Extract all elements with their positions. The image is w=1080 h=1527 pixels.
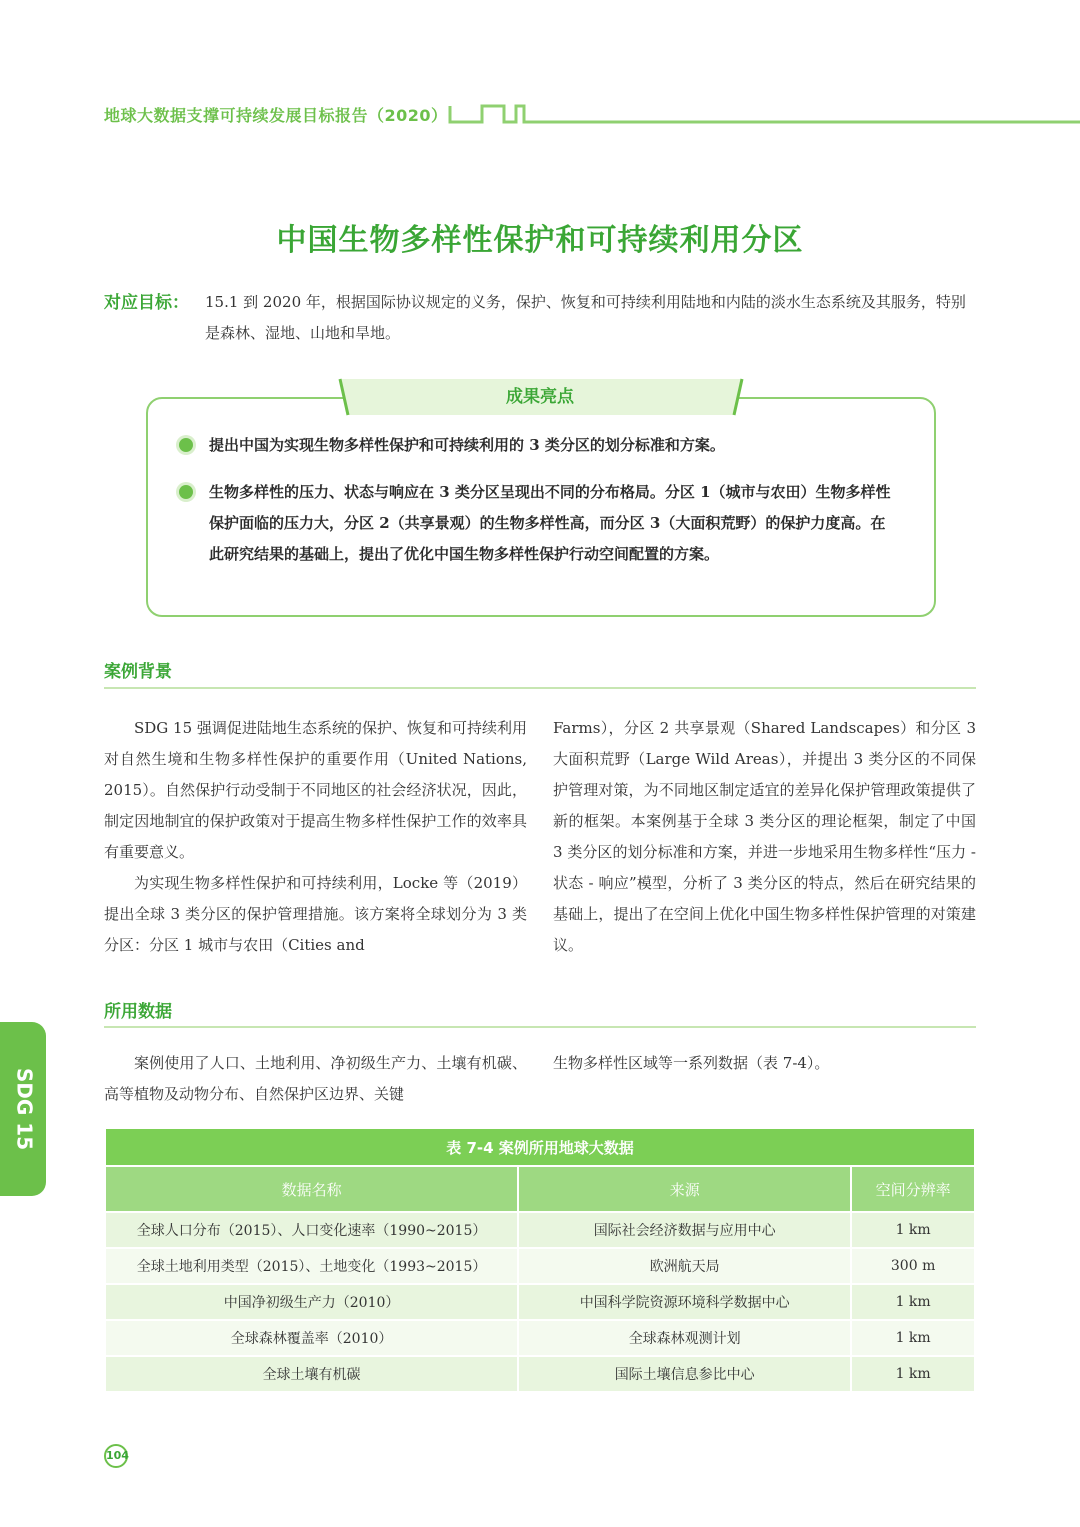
section-title-data: 所用数据 (104, 1002, 172, 1022)
table-cell: 1 km (851, 1356, 975, 1392)
table-row (105, 1212, 975, 1248)
table-row (105, 1356, 975, 1392)
background-paragraph-1: SDG 15 强调促进陆地生态系统的保护、恢复和可持续利用对自然生境和生物多样性保护的重要作用（United Nations, 2015）。自然保护行动受制于不同地区的社会经济状况，因此，制定因地制宜的保护政策对于提高生物多样性保护工作的效率具有重要意义。 (104, 719, 527, 861)
table-cell: 国际土壤信息参比中心 (518, 1356, 851, 1392)
table-cell: 欧洲航天局 (518, 1248, 851, 1284)
section-title-background: 案例背景 (104, 662, 172, 682)
table-cell: 1 km (851, 1284, 975, 1320)
data-paragraph-2: 生物多样性区域等一系列数据（表 7-4）。 (553, 1054, 830, 1072)
sdg-side-text: SDG 15 (12, 1067, 37, 1151)
table-cell: 中国科学院资源环境科学数据中心 (518, 1284, 851, 1320)
highlight-item-1: 提出中国为实现生物多样性保护和可持续利用的 3 类分区的划分标准和方案。 (209, 436, 725, 454)
table-cell: 全球森林覆盖率（2010） (105, 1320, 518, 1356)
header-decorative-line (446, 100, 1080, 126)
report-header-title: 地球大数据支撑可持续发展目标报告（2020） (104, 106, 448, 125)
table-cell: 全球人口分布（2015）、人口变化速率（1990~2015） (105, 1212, 518, 1248)
table-cell: 中国净初级生产力（2010） (105, 1284, 518, 1320)
background-paragraph-3: Farms），分区 2 共享景观（Shared Landscapes）和分区 3 大面积荒野（Large Wild Areas），并提出 3 类分区的不同保护管理对策，为不同地区制定适宜的差异化保护管理政策提供了新的框架。本案例基于全球 3 类分区的理论框架，制定了中国 3 类分区的划分标准和方案，并进一步地采用生物多样性“压力 - 状态 - 响应”模型，分析了 3 类分区的特点，然后在研究结果的基础上，提出了在空间上优化中国生物多样性保护管理的对策建议。 (553, 719, 976, 954)
bullet-icon (179, 485, 193, 499)
data-right-column (553, 1048, 976, 1079)
background-left-column (104, 713, 527, 961)
section-divider (104, 1026, 976, 1028)
goal-text: 15.1 到 2020 年，根据国际协议规定的义务，保护、恢复和可持续利用陆地和内陆的淡水生态系统及其服务，特别是森林、湿地、山地和旱地。 (205, 293, 966, 342)
background-paragraph-2: 为实现生物多样性保护和可持续利用，Locke 等（2019）提出全球 3 类分区的保护管理措施。该方案将全球划分为 3 类分区：分区 1 城市与农田（Cities and (104, 874, 527, 954)
table-cell: 1 km (851, 1320, 975, 1356)
bullet-icon (179, 438, 193, 452)
table-cell: 全球森林观测计划 (518, 1320, 851, 1356)
table-cell: 国际社会经济数据与应用中心 (518, 1212, 851, 1248)
table-cell: 全球土壤有机碳 (105, 1356, 518, 1392)
sdg-side-label (6, 1044, 40, 1174)
highlight-item-2: 生物多样性的压力、状态与响应在 3 类分区呈现出不同的分布格局。分区 1（城市与农田）生物多样性保护面临的压力大，分区 2（共享景观）的生物多样性高，而分区 3（大面积荒野）的保护力度高。在此研究结果的基础上，提出了优化中国生物多样性保护行动空间配置的方案。 (209, 483, 891, 563)
table-row (105, 1320, 975, 1356)
table-row (105, 1248, 975, 1284)
data-left-column (104, 1048, 527, 1110)
page-number: 104 (104, 1444, 128, 1468)
table-header-name: 数据名称 (105, 1166, 518, 1212)
highlights-title: 成果亮点 (506, 387, 574, 407)
table-title: 表 7-4 案例所用地球大数据 (105, 1128, 975, 1166)
table-cell: 全球土地利用类型（2015）、土地变化（1993~2015） (105, 1248, 518, 1284)
page-title: 中国生物多样性保护和可持续利用分区 (276, 223, 804, 258)
section-divider (104, 687, 976, 689)
table-cell: 300 m (851, 1248, 975, 1284)
table-header-source: 来源 (518, 1166, 851, 1212)
data-paragraph-1: 案例使用了人口、土地利用、净初级生产力、土壤有机碳、高等植物及动物分布、自然保护区边界、关键 (104, 1054, 527, 1103)
table-row (105, 1284, 975, 1320)
table-header-resolution: 空间分辨率 (851, 1166, 975, 1212)
goal-label: 对应目标： (104, 293, 189, 313)
background-right-column (553, 713, 976, 961)
table-cell: 1 km (851, 1212, 975, 1248)
data-table (104, 1127, 976, 1393)
